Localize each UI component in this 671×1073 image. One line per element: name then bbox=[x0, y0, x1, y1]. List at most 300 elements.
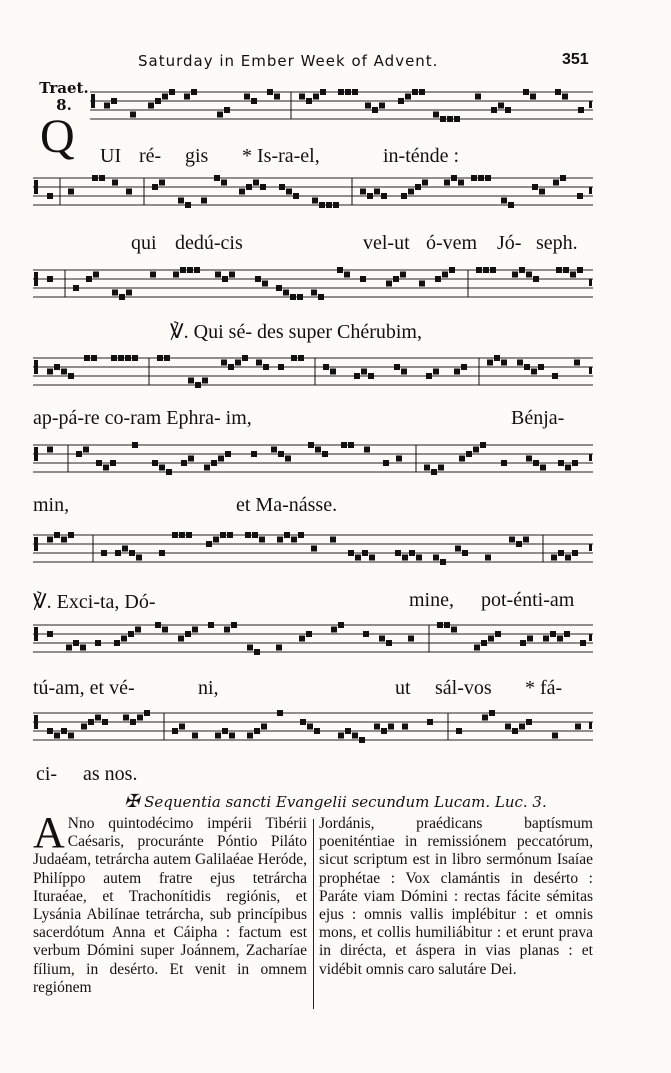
neume bbox=[512, 728, 518, 734]
neume bbox=[159, 465, 165, 471]
neume bbox=[164, 355, 170, 361]
neume bbox=[159, 550, 165, 556]
neume bbox=[563, 267, 569, 273]
gospel-reference: Luc. 3. bbox=[494, 793, 547, 811]
neume bbox=[114, 640, 120, 646]
cross-icon: ✠ bbox=[124, 791, 140, 812]
neume bbox=[490, 267, 496, 273]
neume bbox=[239, 189, 245, 195]
syllable: et Ma-násse. bbox=[236, 494, 338, 516]
neume bbox=[299, 636, 305, 642]
staff-7 bbox=[33, 617, 593, 663]
neume bbox=[202, 378, 208, 384]
neume bbox=[539, 189, 545, 195]
neume bbox=[454, 369, 460, 375]
neume bbox=[367, 193, 373, 199]
neume bbox=[495, 631, 501, 637]
neume bbox=[451, 627, 457, 633]
neume bbox=[560, 175, 566, 181]
neume bbox=[185, 202, 191, 208]
neume bbox=[178, 636, 184, 642]
neume bbox=[307, 724, 313, 730]
syllable: ó-vem bbox=[426, 232, 478, 254]
neume bbox=[66, 645, 72, 651]
neume bbox=[312, 198, 318, 204]
neume bbox=[379, 103, 385, 109]
neume bbox=[466, 451, 472, 457]
neume bbox=[260, 184, 266, 190]
neume bbox=[150, 272, 156, 278]
neume bbox=[455, 546, 461, 552]
neume bbox=[374, 724, 380, 730]
neume bbox=[374, 189, 380, 195]
neume bbox=[88, 719, 94, 725]
neume bbox=[319, 202, 325, 208]
neume bbox=[505, 724, 511, 730]
syllable: Jó- bbox=[497, 232, 522, 254]
neume bbox=[550, 631, 556, 637]
syllable: as nos. bbox=[83, 763, 138, 785]
neume bbox=[122, 546, 128, 552]
neume bbox=[433, 112, 439, 118]
neume bbox=[444, 180, 450, 186]
neume bbox=[394, 364, 400, 370]
gospel-heading-b: secundum Lucam. bbox=[351, 793, 491, 811]
neume bbox=[565, 555, 571, 561]
neume bbox=[188, 378, 194, 384]
neume bbox=[362, 550, 368, 556]
neume bbox=[509, 537, 515, 543]
neume bbox=[360, 189, 366, 195]
neume bbox=[300, 719, 306, 725]
neume bbox=[433, 369, 439, 375]
neume bbox=[130, 719, 136, 725]
neume bbox=[222, 728, 228, 734]
neume bbox=[73, 285, 79, 291]
gospel-heading-a: Sequentia sancti Evangelii bbox=[144, 793, 347, 811]
neume bbox=[383, 460, 389, 466]
neume bbox=[291, 355, 297, 361]
neume bbox=[578, 107, 584, 113]
neume bbox=[181, 460, 187, 466]
neume bbox=[47, 447, 53, 453]
neume bbox=[306, 631, 312, 637]
neume bbox=[526, 456, 532, 462]
neume bbox=[359, 737, 365, 743]
neume bbox=[523, 89, 529, 95]
neume bbox=[572, 550, 578, 556]
neume bbox=[345, 728, 351, 734]
gospel-column-right bbox=[319, 815, 593, 979]
neume bbox=[135, 627, 141, 633]
neume bbox=[188, 456, 194, 462]
neume bbox=[267, 89, 273, 95]
neume bbox=[206, 541, 212, 547]
neume bbox=[278, 364, 284, 370]
clef-icon bbox=[34, 715, 38, 729]
neume bbox=[570, 272, 576, 278]
neume bbox=[194, 267, 200, 273]
neume bbox=[553, 180, 559, 186]
neume bbox=[363, 631, 369, 637]
neume bbox=[458, 180, 464, 186]
tract-mode: 8. bbox=[56, 96, 72, 114]
neume bbox=[338, 89, 344, 95]
staff-4 bbox=[33, 350, 593, 396]
neume bbox=[137, 715, 143, 721]
neume bbox=[322, 451, 328, 457]
neume bbox=[369, 555, 375, 561]
neume bbox=[456, 728, 462, 734]
neume bbox=[379, 636, 385, 642]
neume bbox=[481, 640, 487, 646]
neume bbox=[262, 281, 268, 287]
neume bbox=[225, 451, 231, 457]
neume bbox=[355, 555, 361, 561]
neume bbox=[68, 733, 74, 739]
neume bbox=[191, 89, 197, 95]
staff-5 bbox=[33, 437, 593, 483]
neume bbox=[293, 193, 299, 199]
neume bbox=[558, 460, 564, 466]
neume bbox=[208, 622, 214, 628]
lyrics-line-5 bbox=[33, 494, 593, 520]
neume bbox=[254, 649, 260, 655]
neume bbox=[47, 728, 53, 734]
neume bbox=[247, 733, 253, 739]
neume bbox=[501, 360, 507, 366]
neume bbox=[519, 724, 525, 730]
neume bbox=[314, 728, 320, 734]
neume bbox=[533, 460, 539, 466]
neume bbox=[214, 175, 220, 181]
neume bbox=[348, 442, 354, 448]
neume bbox=[473, 447, 479, 453]
neume bbox=[475, 94, 481, 100]
neume bbox=[575, 724, 581, 730]
neume bbox=[148, 103, 154, 109]
neume bbox=[516, 541, 522, 547]
syllable: gis bbox=[185, 145, 209, 167]
neume bbox=[427, 719, 433, 725]
neume bbox=[433, 555, 439, 561]
neume bbox=[101, 550, 107, 556]
neume bbox=[478, 175, 484, 181]
neume bbox=[519, 267, 525, 273]
neume bbox=[517, 360, 523, 366]
neume bbox=[306, 98, 312, 104]
neume bbox=[523, 537, 529, 543]
neume bbox=[508, 202, 514, 208]
neume bbox=[215, 733, 221, 739]
neume bbox=[474, 645, 480, 651]
neume bbox=[245, 532, 251, 538]
neume bbox=[409, 550, 415, 556]
neume bbox=[426, 373, 432, 379]
neume bbox=[112, 180, 118, 186]
chant-initial: Q bbox=[40, 110, 75, 163]
neume bbox=[152, 184, 158, 190]
neume bbox=[115, 550, 121, 556]
gospel-left-text: Nno quintodécimo impérii Tibérii Caésaris, procuránte Póntio Piláto Judaéam, tetrárcha autem Galilaéae Heróde, Philíppo autem fratre ejus tetrárcha Ituraéae, et Trachonítidis regiónis, et Lysánia Abilínae tetrárcha, sub princípibus sacerdótum Anna et Cáipha : factum est verbum Dómini super Joánnem, Zacharíae fílium, in desérto. Et venit in omnem regiónem bbox=[33, 815, 307, 996]
neume bbox=[572, 460, 578, 466]
neume bbox=[256, 360, 262, 366]
neume bbox=[84, 355, 90, 361]
neume bbox=[352, 89, 358, 95]
neume bbox=[132, 355, 138, 361]
syllable: vel-ut bbox=[363, 232, 410, 254]
neume bbox=[213, 537, 219, 543]
neume bbox=[221, 360, 227, 366]
neume bbox=[461, 364, 467, 370]
neume bbox=[172, 728, 178, 734]
neume bbox=[54, 532, 60, 538]
neume bbox=[162, 94, 168, 100]
page-title: Saturday in Ember Week of Advent. bbox=[138, 52, 439, 70]
neume bbox=[402, 555, 408, 561]
neume bbox=[96, 460, 102, 466]
neume bbox=[440, 116, 446, 122]
syllable: mine, bbox=[409, 589, 454, 611]
neume bbox=[126, 290, 132, 296]
neume bbox=[61, 369, 67, 375]
neume bbox=[104, 103, 110, 109]
gospel-heading bbox=[0, 791, 671, 812]
syllable: ni, bbox=[198, 677, 219, 699]
tract-label bbox=[36, 80, 92, 114]
neume bbox=[574, 360, 580, 366]
neume bbox=[498, 103, 504, 109]
neume bbox=[246, 184, 252, 190]
neume bbox=[526, 719, 532, 725]
syllable: ℣. Exci-ta, Dó- bbox=[33, 591, 156, 613]
staff-2 bbox=[33, 170, 593, 216]
neume bbox=[408, 189, 414, 195]
neume bbox=[244, 94, 250, 100]
neume bbox=[352, 733, 358, 739]
neume bbox=[251, 451, 257, 457]
neume bbox=[487, 360, 493, 366]
neume bbox=[447, 116, 453, 122]
neume bbox=[276, 285, 282, 291]
neume bbox=[224, 107, 230, 113]
neume bbox=[220, 532, 226, 538]
staff-1 bbox=[90, 84, 593, 130]
neume bbox=[180, 267, 186, 273]
neume bbox=[408, 636, 414, 642]
neume bbox=[136, 555, 142, 561]
neume bbox=[393, 276, 399, 282]
custos-icon bbox=[589, 544, 592, 551]
neume bbox=[47, 276, 53, 282]
neume bbox=[285, 456, 291, 462]
neume bbox=[435, 276, 441, 282]
neume bbox=[501, 460, 507, 466]
neume bbox=[530, 94, 536, 100]
neume bbox=[533, 276, 539, 282]
neume bbox=[155, 622, 161, 628]
neume bbox=[118, 355, 124, 361]
neume bbox=[61, 537, 67, 543]
neume bbox=[276, 645, 282, 651]
neume bbox=[227, 532, 233, 538]
syllable: in-ténde : bbox=[383, 145, 460, 167]
neume bbox=[251, 98, 257, 104]
neume bbox=[47, 631, 53, 637]
neume bbox=[186, 532, 192, 538]
neume bbox=[395, 550, 401, 556]
neume bbox=[416, 555, 422, 561]
neume bbox=[555, 89, 561, 95]
neume bbox=[338, 622, 344, 628]
syllable: * fá- bbox=[525, 677, 563, 699]
neume bbox=[157, 355, 163, 361]
neume bbox=[462, 550, 468, 556]
neume bbox=[68, 373, 74, 379]
neume bbox=[311, 290, 317, 296]
neume bbox=[218, 456, 224, 462]
lyrics-line-7 bbox=[33, 677, 593, 703]
neume bbox=[73, 640, 79, 646]
syllable: ut bbox=[395, 677, 411, 699]
neume bbox=[386, 640, 392, 646]
gospel-column-left bbox=[33, 808, 307, 997]
syllable: ci- bbox=[36, 763, 58, 785]
neume bbox=[61, 728, 67, 734]
neume bbox=[211, 460, 217, 466]
neume bbox=[47, 193, 53, 199]
neume bbox=[424, 465, 430, 471]
neume bbox=[540, 465, 546, 471]
neume bbox=[449, 267, 455, 273]
neume bbox=[538, 364, 544, 370]
neume bbox=[400, 272, 406, 278]
neume bbox=[330, 537, 336, 543]
neume bbox=[159, 180, 165, 186]
neume bbox=[491, 107, 497, 113]
neume bbox=[476, 267, 482, 273]
neume bbox=[532, 184, 538, 190]
neume bbox=[297, 294, 303, 300]
neume bbox=[361, 369, 367, 375]
neume bbox=[415, 184, 421, 190]
neume bbox=[480, 442, 486, 448]
neume bbox=[577, 193, 583, 199]
neume bbox=[255, 276, 261, 282]
neume bbox=[229, 272, 235, 278]
neume bbox=[152, 460, 158, 466]
neume bbox=[580, 640, 586, 646]
neume bbox=[543, 636, 549, 642]
neume bbox=[290, 294, 296, 300]
neume bbox=[527, 636, 533, 642]
neume bbox=[438, 465, 444, 471]
custos-icon bbox=[589, 187, 592, 194]
neume bbox=[178, 198, 184, 204]
neume bbox=[91, 355, 97, 361]
neume bbox=[422, 180, 428, 186]
neume bbox=[204, 465, 210, 471]
neume bbox=[459, 456, 465, 462]
neume bbox=[278, 451, 284, 457]
lyrics-line-1 bbox=[33, 145, 593, 171]
neume bbox=[308, 442, 314, 448]
clef-icon bbox=[91, 94, 95, 108]
neume bbox=[185, 631, 191, 637]
neume bbox=[252, 532, 258, 538]
neume bbox=[103, 465, 109, 471]
lyrics-line-8 bbox=[33, 763, 593, 789]
neume bbox=[242, 355, 248, 361]
gospel-right-text: Jordánis, praédicans baptísmum poeniténtiae in remissiónem peccatórum, sicut scriptum est in libro sermónum Isaíae prophétae : Vox clamántis in desérto : Paráte viam Dómini : rectas fácite sémitas ejus : omnis vallis implébitur : et omnis mons, et collis humiliábitur : et erunt prava in dirécta, et áspera in vias planas : et vidébit omnis caro salutáre Dei. bbox=[319, 815, 593, 978]
neume bbox=[129, 550, 135, 556]
neume bbox=[396, 456, 402, 462]
neume bbox=[119, 294, 125, 300]
neume bbox=[187, 267, 193, 273]
neume bbox=[184, 94, 190, 100]
neume bbox=[111, 98, 117, 104]
neume bbox=[381, 193, 387, 199]
clef-icon bbox=[34, 272, 38, 286]
neume bbox=[419, 89, 425, 95]
neume bbox=[192, 627, 198, 633]
column-divider bbox=[313, 819, 314, 1009]
neume bbox=[121, 636, 127, 642]
neume bbox=[562, 94, 568, 100]
custos-icon bbox=[589, 101, 592, 108]
neume bbox=[360, 276, 366, 282]
neume bbox=[388, 724, 394, 730]
neume bbox=[47, 369, 53, 375]
neume bbox=[419, 281, 425, 287]
neume bbox=[485, 175, 491, 181]
neume bbox=[179, 532, 185, 538]
neume bbox=[454, 116, 460, 122]
neume bbox=[224, 627, 230, 633]
neume bbox=[162, 627, 168, 633]
syllable: dedú-cis bbox=[175, 232, 243, 254]
neume bbox=[344, 272, 350, 278]
neume bbox=[442, 272, 448, 278]
neume bbox=[381, 728, 387, 734]
neume bbox=[333, 202, 339, 208]
lyrics-line-2 bbox=[33, 232, 593, 258]
neume bbox=[80, 645, 86, 651]
neume bbox=[92, 175, 98, 181]
neume bbox=[132, 442, 138, 448]
syllable: ℣. Qui sé- des super Chérubim, bbox=[170, 321, 422, 343]
neume bbox=[192, 733, 198, 739]
neume bbox=[93, 272, 99, 278]
neume bbox=[348, 550, 354, 556]
neume bbox=[231, 622, 237, 628]
gospel-text bbox=[33, 808, 593, 1015]
neume bbox=[531, 369, 537, 375]
neume bbox=[524, 364, 530, 370]
neume bbox=[179, 724, 185, 730]
neume bbox=[483, 267, 489, 273]
neume bbox=[368, 373, 374, 379]
neume bbox=[99, 175, 105, 181]
neume bbox=[437, 622, 443, 628]
neume bbox=[331, 627, 337, 633]
neume bbox=[341, 442, 347, 448]
neume bbox=[364, 447, 370, 453]
neume bbox=[274, 94, 280, 100]
neume bbox=[195, 382, 201, 388]
neume bbox=[81, 724, 87, 730]
custos-icon bbox=[589, 634, 592, 641]
